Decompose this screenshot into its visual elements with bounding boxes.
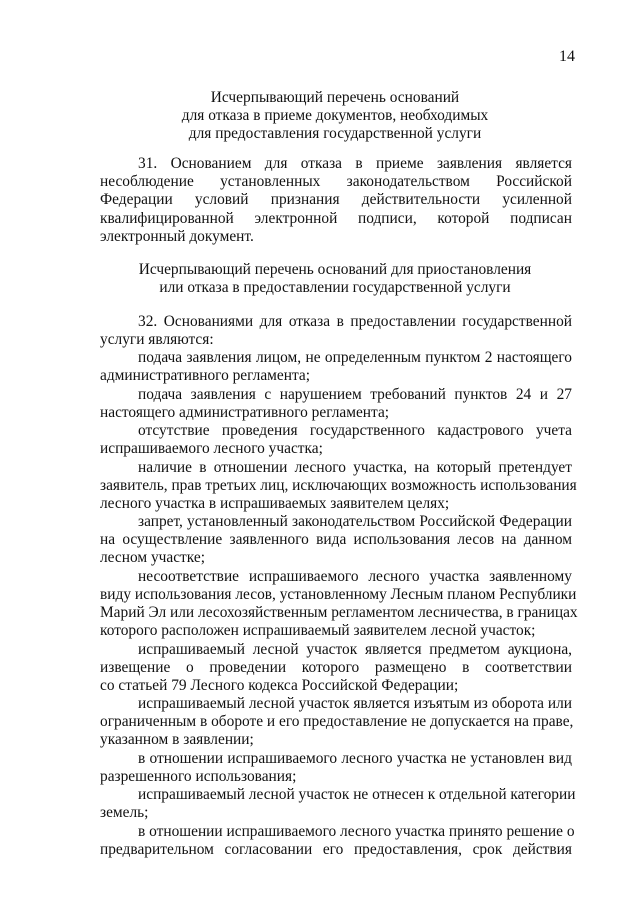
refusal-item-6	[100, 567, 578, 641]
paragraph-line: 31. Основанием для отказа в приеме заявления является	[138, 155, 572, 172]
item-line: на осуществление заявленного вида использования лесов на данном	[100, 531, 572, 549]
refusal-item-5	[100, 513, 572, 568]
heading-line: или отказа в предоставлении государственной услуги	[159, 279, 511, 296]
section-heading-suspension-refusal	[95, 261, 575, 297]
item-line: испрашиваемый лесной участок не отнесен к отдельной категории	[138, 786, 576, 803]
refusal-item-2	[100, 386, 572, 422]
paragraph-line: Федерации условий признания действительности усиленной	[100, 191, 572, 209]
paragraph-line: несоблюдение установленных законодательством Российской	[100, 173, 572, 191]
paragraph-32	[100, 313, 572, 349]
refusal-item-3	[100, 422, 572, 458]
paragraph-line: услуги являются:	[100, 331, 214, 349]
item-line: административного регламента;	[100, 367, 311, 385]
item-line: со статьей 79 Лесного кодекса Российской Федерации;	[100, 676, 459, 694]
item-line: испрашиваемый лесной участок является изъятым из оборота или	[138, 695, 572, 712]
refusal-item-1	[100, 349, 572, 385]
paragraph-line: электронный документ.	[100, 227, 254, 245]
item-line: разрешенного использования;	[100, 767, 297, 785]
item-line: наличие в отношении лесного участка, на который претендует	[138, 458, 572, 476]
refusal-item-4	[100, 458, 577, 514]
item-line: настоящего административного регламента;	[100, 403, 390, 421]
item-line: предварительном согласовании его предоставления, срок действия	[100, 840, 572, 858]
item-line: в отношении испрашиваемого лесного участка принято решение о	[138, 822, 575, 840]
heading-line: Исчерпывающий перечень оснований	[210, 89, 460, 106]
item-line: лесного участка в испрашиваемых заявителем целях;	[100, 494, 450, 512]
item-line: которого расположен испрашиваемый заявителем лесной участок;	[100, 622, 536, 640]
section-heading-refusal-acceptance	[95, 89, 575, 143]
item-line: запрет, установленный законодательством Российской Федерации	[138, 513, 572, 530]
item-line: Марий Эл или лесохозяйственным регламентом лесничества, в границах	[100, 603, 578, 621]
item-line: указанном в заявлении;	[100, 731, 254, 749]
heading-line: для отказа в приеме документов, необходимых	[181, 107, 489, 124]
item-line: ограниченным в обороте и его предоставление не допускается на праве,	[100, 713, 574, 731]
item-line: лесном участке;	[100, 549, 205, 567]
item-line: виду использования лесов, установленному Лесным планом Республики	[100, 585, 577, 603]
heading-line: для предоставления государственной услуги	[188, 125, 482, 142]
heading-line: Исчерпывающий перечень оснований для приостановления	[138, 261, 532, 278]
refusal-item-11	[100, 822, 575, 859]
item-line: подача заявления с нарушением требований пунктов 24 и 27	[138, 385, 572, 403]
item-line: земель;	[100, 804, 149, 822]
item-line: испрашиваемого лесного участка;	[100, 440, 323, 458]
refusal-item-9	[100, 750, 572, 786]
item-line: испрашиваемый лесной участок является предметом аукциона,	[138, 640, 572, 658]
item-line: в отношении испрашиваемого лесного участка не установлен вид	[138, 749, 572, 767]
item-line: извещение о проведении которого размещено в соответствии	[100, 658, 572, 676]
page-number: 14	[559, 48, 575, 65]
paragraph-31	[100, 155, 572, 246]
paragraph-line: квалифицированной электронной подписи, которой подписан	[100, 209, 572, 227]
item-line: несоответствие испрашиваемого лесного участка заявленному	[138, 567, 572, 585]
item-line: подача заявления лицом, не определенным пунктом 2 настоящего	[138, 349, 572, 366]
paragraph-line: 32. Основаниями для отказа в предоставлении государственной	[138, 313, 572, 330]
item-line: заявитель, прав третьих лиц, исключающих возможность использования	[100, 476, 577, 494]
refusal-item-10	[100, 786, 576, 822]
item-line: отсутствие проведения государственного кадастрового учета	[138, 422, 572, 439]
refusal-item-8	[100, 695, 572, 750]
refusal-item-7	[100, 641, 572, 696]
